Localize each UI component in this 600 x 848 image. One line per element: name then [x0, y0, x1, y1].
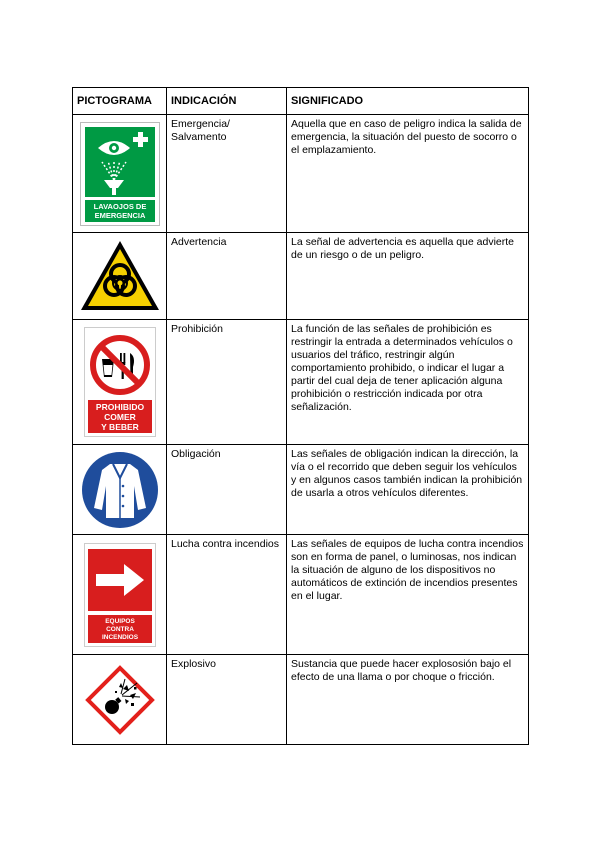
table-row	[73, 535, 529, 655]
sign-text-line-2: CONTRA	[105, 625, 134, 633]
pictogram-cell	[73, 445, 167, 535]
significado-cell: Las señales de obligación indican la dirección, la vía o el recorrido que deben seguir los vehículos y en algunos casos también indican la prohibición de usarla a otros vehículos diferentes.	[287, 445, 529, 535]
sign-text-line-2: COMER	[103, 412, 136, 422]
indicacion-cell: Lucha contra incendios	[167, 535, 287, 655]
sign-text-line-3: Y BEBER	[100, 422, 139, 432]
header-indicacion: INDICACIÓN	[167, 88, 287, 115]
pictogram-cell	[73, 655, 167, 745]
header-row	[73, 88, 529, 115]
sign-text-line-1: EQUIPOS	[104, 617, 135, 625]
biohazard-warning-icon	[78, 238, 162, 314]
sign-text-line-3: INCENDIOS	[101, 633, 138, 641]
pictogram-cell	[73, 535, 167, 655]
explosive-ghs-icon	[85, 665, 155, 735]
significado-cell: La función de las señales de prohibición es restringir la entrada a determinados vehículos o usuarios del tráfico, restringir algún comportamiento prohibido, o indicar el lugar a partir del cual deja de tener aplicación alguna prohibición o restricción indicada por otra señalización.	[287, 320, 529, 445]
pictogram-cell	[73, 320, 167, 445]
indicacion-cell: Emergencia/ Salvamento	[167, 115, 287, 233]
pictogram-cell	[73, 233, 167, 320]
significado-cell: Aquella que en caso de peligro indica la salida de emergencia, la situación del puesto de socorro o el emplazamiento.	[287, 115, 529, 233]
header-significado: SIGNIFICADO	[287, 88, 529, 115]
no-eating-drinking-sign-icon	[84, 327, 156, 437]
sign-text-line-1: PROHIBIDO	[95, 402, 144, 412]
table-row	[73, 445, 529, 535]
table-row	[73, 233, 529, 320]
indicacion-cell: Obligación	[167, 445, 287, 535]
table-row	[73, 115, 529, 233]
sign-text-line-1: LAVAOJOS DE	[93, 201, 146, 211]
significado-cell: Sustancia que puede hacer explososión bajo el efecto de una llama o por choque o fricción.	[287, 655, 529, 745]
significado-cell: La señal de advertencia es aquella que advierte de un riesgo o de un peligro.	[287, 233, 529, 320]
sign-text-line-2: EMERGENCIA	[94, 210, 145, 220]
pictogram-cell	[73, 115, 167, 233]
indicacion-cell: Prohibición	[167, 320, 287, 445]
indicacion-cell: Explosivo	[167, 655, 287, 745]
fire-equipment-arrow-sign-icon	[84, 543, 156, 647]
eye-wash-sign-icon	[80, 122, 160, 226]
indicacion-cell: Advertencia	[167, 233, 287, 320]
signs-table	[72, 87, 529, 745]
table-row	[73, 320, 529, 445]
significado-cell: Las señales de equipos de lucha contra incendios son en forma de panel, o luminosas, nos indican la situación de alguno de los dispositivos no automáticos de extinción de incendios presentes en el lugar.	[287, 535, 529, 655]
table-row	[73, 655, 529, 745]
lab-coat-mandatory-icon	[80, 450, 160, 530]
header-pictograma: PICTOGRAMA	[73, 88, 167, 115]
